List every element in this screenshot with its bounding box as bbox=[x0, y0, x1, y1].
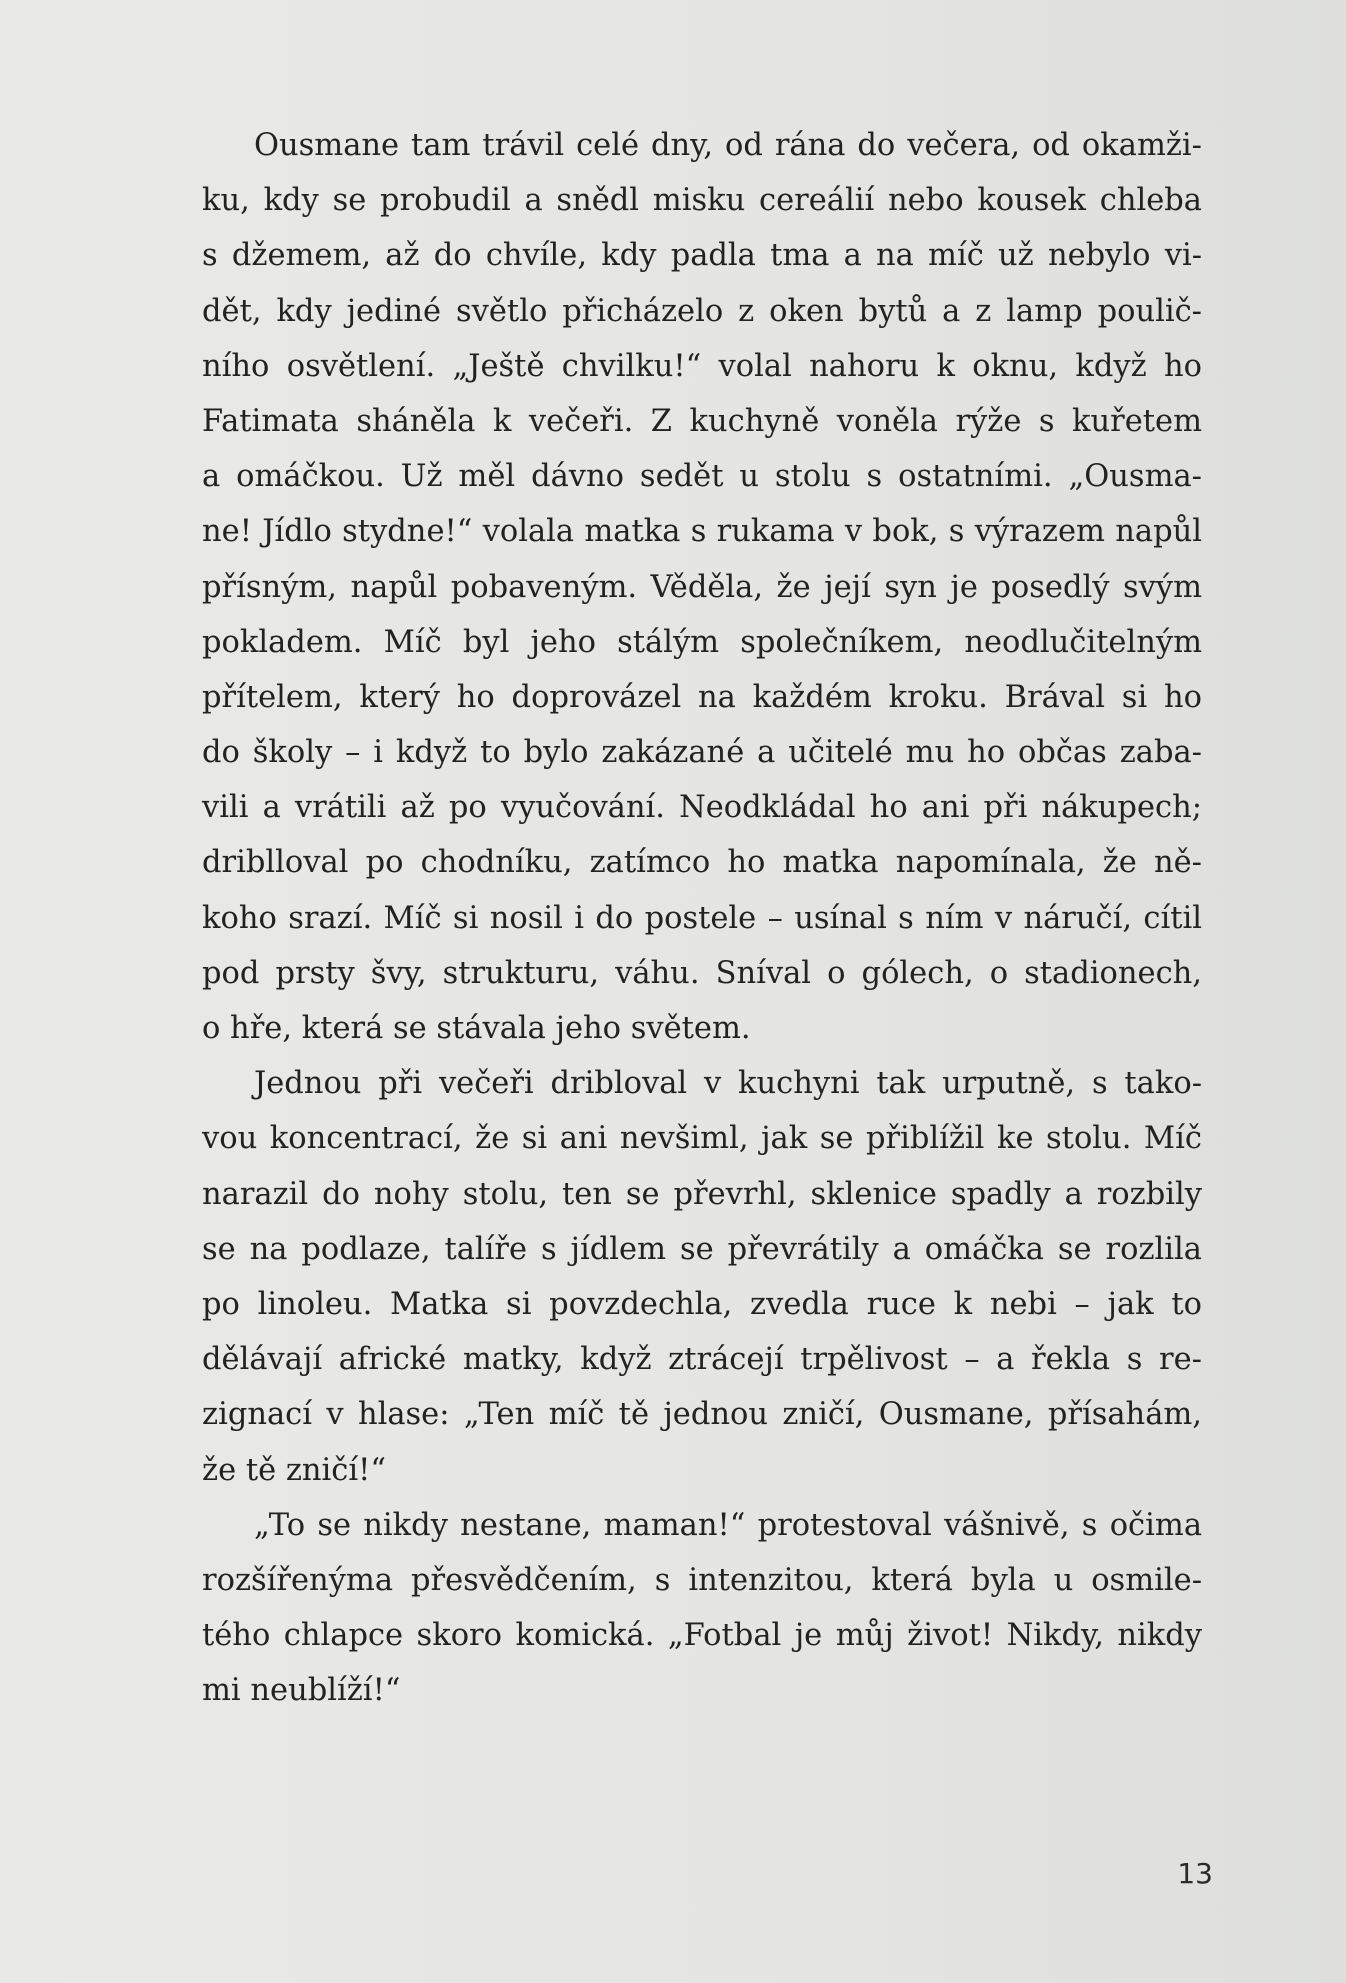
text-line: a omáčkou. Už měl dávno sedět u stolu s ostatními. „Ousma- bbox=[202, 459, 1202, 495]
text-line: mi neublíží!“ bbox=[202, 1673, 401, 1709]
text-line: pokladem. Míč byl jeho stálým společníkem, neodlučitelným bbox=[202, 624, 1202, 660]
text-line: rozšířenýma přesvědčením, s intenzitou, která byla u osmile- bbox=[202, 1562, 1202, 1598]
text-line: do školy – i když to bylo zakázané a učitelé mu ho občas zaba- bbox=[202, 735, 1202, 771]
text-line: koho srazí. Míč si nosil i do postele – usínal s ním v náručí, cítil bbox=[202, 900, 1202, 936]
text-line: vili a vrátili až po vyučování. Neodkládal ho ani při nákupech; bbox=[202, 790, 1202, 826]
text-line: Fatimata sháněla k večeři. Z kuchyně voněla rýže s kuřetem bbox=[202, 403, 1202, 439]
text-line: tého chlapce skoro komická. „Fotbal je můj život! Nikdy, nikdy bbox=[202, 1618, 1202, 1654]
text-line: driblloval po chodníku, zatímco ho matka napomínala, že ně- bbox=[202, 845, 1202, 881]
text-line: pod prsty švy, strukturu, váhu. Sníval o gólech, o stadionech, bbox=[202, 955, 1202, 991]
text-line: o hře, která se stávala jeho světem. bbox=[202, 1011, 751, 1046]
text-line: přísným, napůl pobaveným. Věděla, že její syn je posedlý svým bbox=[202, 569, 1202, 605]
text-line: zignací v hlase: „Ten míč tě jednou zničí, Ousmane, přísahám, bbox=[202, 1397, 1202, 1433]
text-line: vou koncentrací, že si ani nevšiml, jak se přiblížil ke stolu. Míč bbox=[202, 1121, 1202, 1157]
text-line: s džemem, až do chvíle, kdy padla tma a na míč už nebylo vi- bbox=[202, 238, 1202, 274]
text-line: „To se nikdy nestane, maman!“ protestoval vášnivě, s očima bbox=[254, 1507, 1202, 1543]
text-line: ku, kdy se probudil a snědl misku cereálií nebo kousek chleba bbox=[202, 183, 1202, 219]
text-line: Ousmane tam trávil celé dny, od rána do večera, od okamži- bbox=[254, 128, 1202, 163]
text-line: přítelem, který ho doprovázel na každém kroku. Brával si ho bbox=[202, 679, 1202, 715]
text-line: dět, kdy jediné světlo přicházelo z oken bytů a z lamp poulič- bbox=[202, 293, 1202, 329]
text-line: se na podlaze, talíře s jídlem se převrátily a omáčka se rozlila bbox=[202, 1231, 1202, 1267]
body-text bbox=[202, 118, 1202, 1718]
page-number: 13 bbox=[1177, 1857, 1213, 1890]
paragraph-3 bbox=[202, 1498, 1202, 1719]
text-line: že tě zničí!“ bbox=[202, 1452, 386, 1488]
text-line: dělávají africké matky, když ztrácejí trpělivost – a řekla s re- bbox=[202, 1342, 1202, 1378]
paragraph-2 bbox=[202, 1056, 1202, 1498]
text-line: ního osvětlení. „Ještě chvilku!“ volal nahoru k oknu, když ho bbox=[202, 348, 1202, 384]
text-line: ne! Jídlo stydne!“ volala matka s rukama v bok, s výrazem napůl bbox=[202, 514, 1202, 550]
text-line: narazil do nohy stolu, ten se převrhl, sklenice spadly a rozbily bbox=[202, 1176, 1202, 1212]
text-line: Jednou při večeři dribloval v kuchyni tak urputně, s tako- bbox=[254, 1066, 1202, 1102]
text-line: po linoleu. Matka si povzdechla, zvedla ruce k nebi – jak to bbox=[202, 1286, 1202, 1322]
paragraph-1 bbox=[202, 118, 1202, 1056]
